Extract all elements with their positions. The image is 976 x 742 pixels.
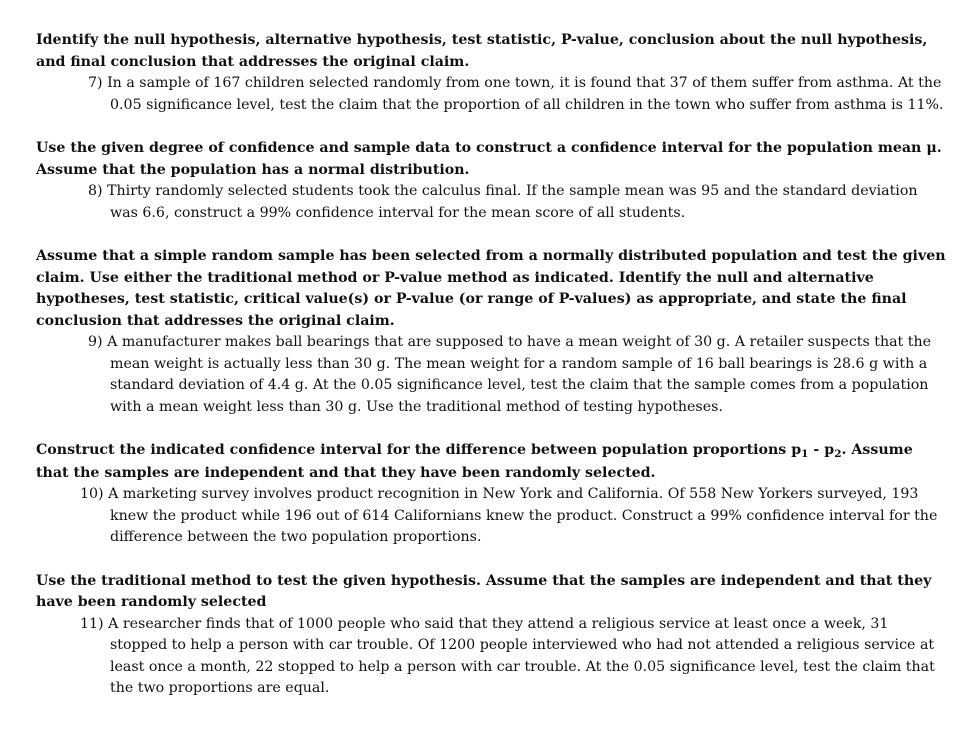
problem-number-9: 9): [88, 334, 103, 350]
problem-number-10: 10): [80, 486, 104, 502]
instructions-7: Identify the null hypothesis, alternative hypothesis, test statistic, P-value, conclusion about the null hypothesis, and final conclusion that addresses the original claim.: [36, 32, 928, 70]
section-problem-7: [36, 30, 946, 116]
section-problem-10: [36, 440, 946, 549]
instructions-11: Use the traditional method to test the given hypothesis. Assume that the samples are independent and that they have been randomly selected: [36, 572, 932, 610]
problem-number-8: 8): [88, 183, 103, 199]
problem-text-10: A marketing survey involves product recognition in New York and California. Of 558 New Yorkers surveyed, 193 knew the product while 196 out of 614 Californians knew the product. Construct a 99% confidence interval for the difference between the two population proportions.: [108, 486, 938, 545]
worksheet: [36, 30, 946, 722]
problem-7: [36, 73, 946, 116]
instructions-10-pre: Construct the indicated confidence interval for the difference between population proportions: [36, 442, 792, 458]
problem-text-11: A researcher finds that of 1000 people who said that they attend a religious service at least once a week, 31 stopped to help a person with car trouble. Of 1200 people interviewed who had not attended a religious service at least once a month, 22 stopped to help a person with car trouble. At the 0.05 significance level, test the claim that the two proportions are equal.: [108, 615, 935, 696]
p1-symbol: p: [791, 442, 802, 458]
instructions-9: Assume that a simple random sample has been selected from a normally distributed population and test the given claim. Use either the traditional method or P-value method as indicated. Identify the null and alternative hypotheses, test statistic, critical value(s) or P-value (or range of P-values) as appropriate, and state the final conclusion that addresses the original claim.: [36, 248, 946, 329]
problem-text-8: Thirty randomly selected students took the calculus final. If the sample mean was 95 and the standard deviation was 6.6, construct a 99% confidence interval for the mean score of all students.: [107, 183, 918, 221]
problem-10: [36, 484, 946, 549]
instructions-8: Use the given degree of confidence and sample data to construct a confidence interval for the population mean μ. Assume that the population has a normal distribution.: [36, 140, 942, 178]
section-problem-8: [36, 138, 946, 224]
problem-number-11: 11): [80, 615, 104, 632]
instructions-10-post: . Assume that the samples are independent and that they have been randomly selected.: [36, 442, 913, 481]
p1-subscript: 1: [801, 448, 809, 460]
problem-text-7: In a sample of 167 children selected randomly from one town, it is found that 37 of them suffer from asthma. At the 0.05 significance level, test the claim that the proportion of all children in the town who suffer from asthma is 11%.: [107, 75, 944, 113]
instructions-10: [36, 440, 946, 484]
problem-text-9: A manufacturer makes ball bearings that are supposed to have a mean weight of 30 g. A retailer suspects that the mean weight is actually less than 30 g. The mean weight for a random sample of 16 ball bearings is 28.6 g with a standard deviation of 4.4 g. At the 0.05 significance level, test the claim that the sample comes from a population with a mean weight less than 30 g. Use the traditional method of testing hypotheses.: [107, 334, 931, 415]
minus-sign: -: [808, 442, 825, 458]
p2-symbol: p: [824, 442, 835, 458]
problem-8: [36, 181, 946, 224]
section-problem-9: [36, 246, 946, 418]
section-problem-11: [36, 571, 946, 700]
problem-11: [36, 614, 946, 700]
problem-9: [36, 332, 946, 418]
p2-subscript: 2: [834, 448, 842, 460]
problem-number-7: 7): [88, 75, 103, 91]
